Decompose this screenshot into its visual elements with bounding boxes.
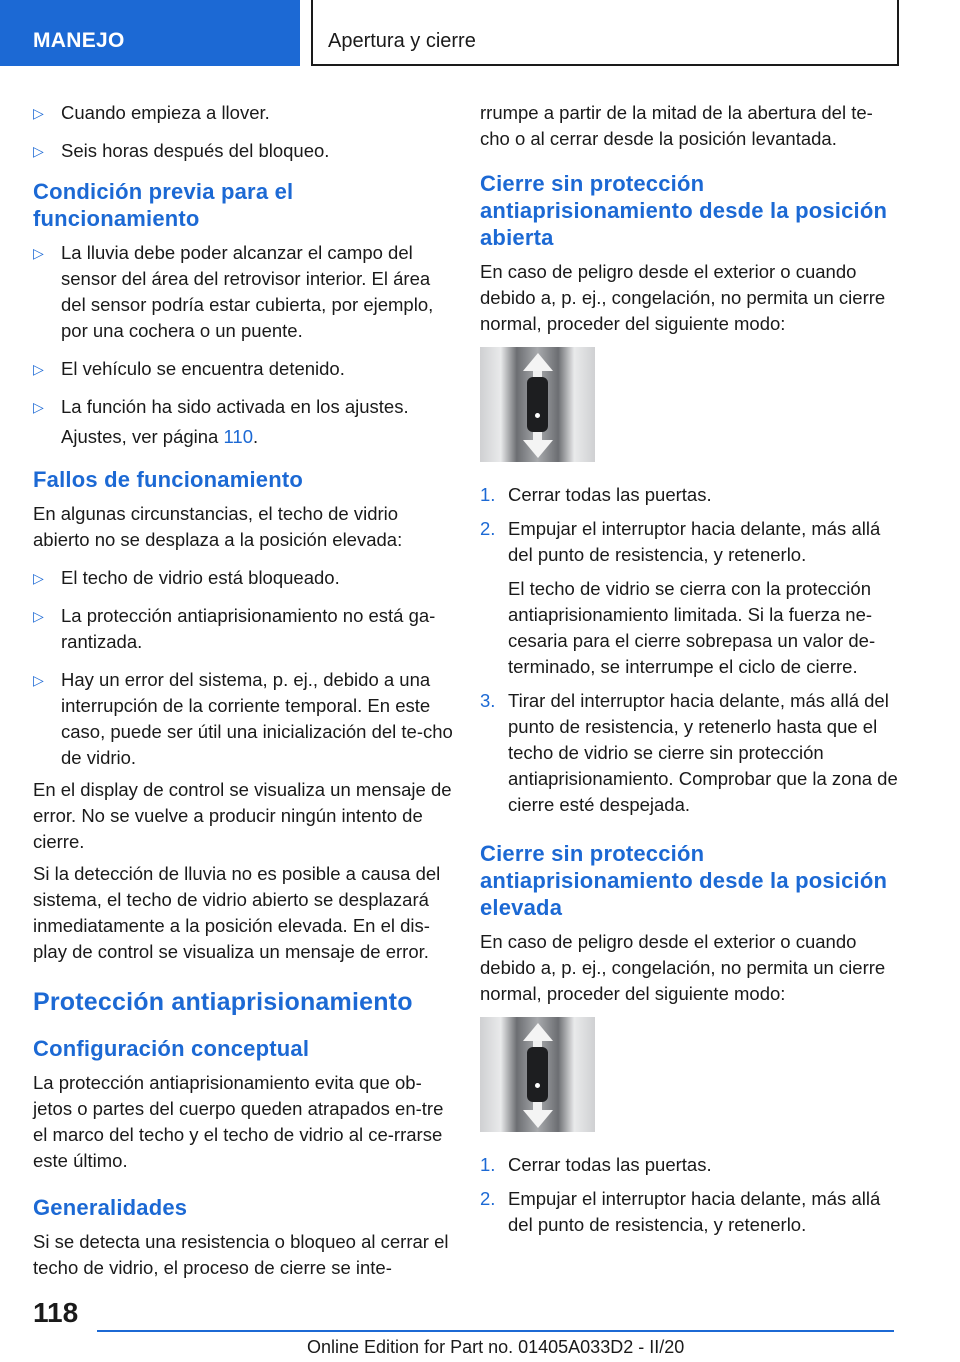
list-item: 2. Empujar el interruptor hacia delante, más allá del punto de resistencia, y retenerlo.	[480, 518, 881, 565]
heading-elevada: Cierre sin protección antiaprisionamiento desde la posición elevada	[480, 841, 888, 920]
heading-config: Configuración conceptual	[33, 1036, 310, 1061]
triangle-bullet-icon: ▷	[33, 570, 44, 586]
triangle-bullet-icon: ▷	[33, 245, 44, 261]
paragraph: En el display de control se visualiza un mensaje de error. No se vuelve a producir ningún intento de cierre.	[33, 779, 452, 852]
chapter-header	[311, 0, 899, 66]
list-item: 1. Cerrar todas las puertas.	[480, 484, 712, 505]
arrow-up-icon	[523, 353, 553, 371]
paragraph: Si la detección de lluvia no es posible a causa del sistema, el techo de vidrio abierto se desplazará inmediatamente a la posición elevada. En el dis-play de control se visualiza un mensaje de error.	[33, 863, 441, 962]
paragraph: rrumpe a partir de la mitad de la abertura del te-cho o al cerrar desde la posición levantada.	[480, 102, 873, 149]
note: El techo de vidrio se cierra con la protección antiaprisionamiento limitada. Si la fuerza ne-cesaria para el cierre sobrepasa un valor de-terminado, se interrumpe el ciclo de cierre.	[508, 578, 876, 677]
roof-switch-image	[480, 347, 595, 462]
heading-general: Generalidades	[33, 1195, 188, 1220]
list-item: 2. Empujar el interruptor hacia delante, más allá del punto de resistencia, y retenerlo.	[480, 1188, 881, 1235]
list-item: ▷ La lluvia debe poder alcanzar el campo del sensor del área del retrovisor interior. El área del sensor podría estar cubierta, por ejemplo, por una cochera o un puente.	[33, 242, 434, 341]
section-label: MANEJO	[33, 29, 125, 52]
ajustes-reference: Ajustes, ver página 110.	[61, 426, 259, 447]
list-item: ▷ El techo de vidrio está bloqueado.	[33, 565, 453, 591]
heading-proteccion: Protección antiaprisionamiento	[33, 988, 413, 1016]
roof-switch-image	[480, 1017, 595, 1132]
triangle-bullet-icon: ▷	[33, 361, 44, 377]
list-item: ▷ Hay un error del sistema, p. ej., debido a una interrupción de la corriente temporal. En este caso, puede ser útil una inicialización del te-cho de vidrio.	[33, 669, 453, 768]
footer-divider	[97, 1330, 894, 1332]
paragraph: En caso de peligro desde el exterior o cuando debido a, p. ej., congelación, no permita un cierre normal, proceder del siguiente modo:	[480, 931, 886, 1004]
list-item: ▷ Cuando empieza a llover.	[33, 100, 453, 126]
list-item: ▷ Seis horas después del bloqueo.	[33, 138, 453, 164]
paragraph: Si se detecta una resistencia o bloqueo al cerrar el techo de vidrio, el proceso de cierre se inte-	[33, 1231, 449, 1278]
list-item: 3. Tirar del interruptor hacia delante, más allá del punto de resistencia, y retenerlo hasta que el techo de vidrio se cierre sin protección antiaprisionamiento. Comprobar que la zona de cierre esté despejada.	[480, 690, 898, 815]
arrow-up-icon	[523, 1023, 553, 1041]
heading-abierta: Cierre sin protección antiaprisionamiento desde la posición abierta	[480, 171, 888, 250]
triangle-bullet-icon: ▷	[33, 399, 44, 415]
left-column	[33, 100, 453, 1287]
right-column	[480, 100, 900, 1246]
triangle-bullet-icon: ▷	[33, 143, 44, 159]
heading-fallos: Fallos de funcionamiento	[33, 467, 304, 492]
list-item: ▷ El vehículo se encuentra detenido.	[33, 356, 453, 382]
page-link[interactable]: 110	[223, 426, 253, 447]
section-tab	[0, 0, 300, 66]
chapter-title: Apertura y cierre	[328, 30, 476, 52]
switch-shape	[527, 1047, 548, 1102]
triangle-bullet-icon: ▷	[33, 608, 44, 624]
heading-condicion: Condición previa para el funcionamiento	[33, 179, 294, 231]
paragraph: En caso de peligro desde el exterior o cuando debido a, p. ej., congelación, no permita un cierre normal, proceder del siguiente modo:	[480, 261, 886, 334]
paragraph: En algunas circunstancias, el techo de vidrio abierto no se desplaza a la posición elevada:	[33, 503, 403, 550]
arrow-down-icon	[523, 1110, 553, 1128]
footer-edition: Online Edition for Part no. 01405A033D2 - II/20	[307, 1337, 685, 1357]
list-item: ▷ La protección antiaprisionamiento no está ga-rantizada.	[33, 605, 436, 652]
list-item: 1. Cerrar todas las puertas.	[480, 1154, 712, 1175]
arrow-down-icon	[523, 440, 553, 458]
triangle-bullet-icon: ▷	[33, 105, 44, 121]
triangle-bullet-icon: ▷	[33, 672, 44, 688]
paragraph: La protección antiaprisionamiento evita que ob-jetos o partes del cuerpo queden atrapados en-tre el marco del techo y el techo de vidrio al ce-rrarse este último.	[33, 1072, 444, 1171]
list-item: ▷ La función ha sido activada en los ajustes.	[33, 394, 453, 420]
page-number: 118	[33, 1297, 79, 1328]
switch-shape	[527, 377, 548, 432]
